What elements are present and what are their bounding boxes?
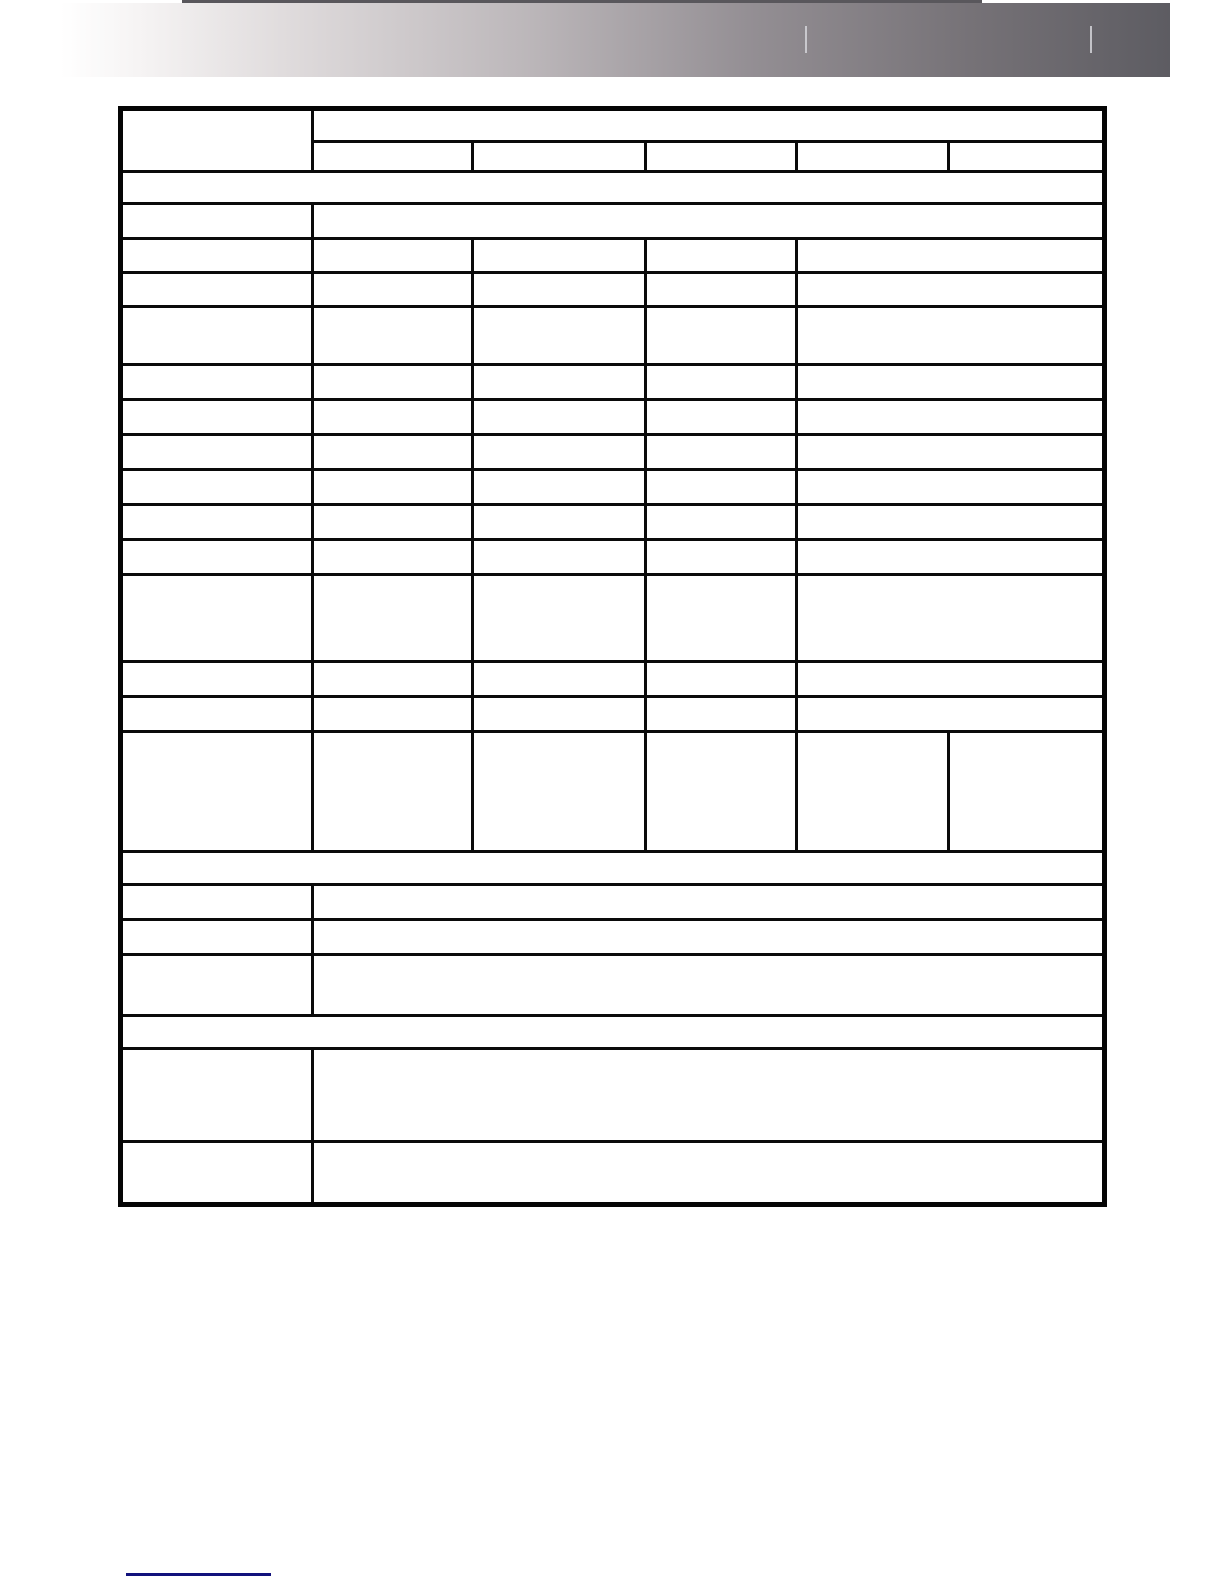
data-cell [797, 697, 1105, 732]
data-cell [313, 307, 473, 365]
data-cell [473, 662, 646, 697]
row-label-cell [121, 697, 313, 732]
column-header [313, 142, 473, 172]
data-cell [313, 885, 1105, 920]
data-cell [313, 540, 473, 575]
data-cell [797, 365, 1105, 400]
data-cell [473, 470, 646, 505]
table-corner-header [121, 109, 313, 172]
data-cell [949, 732, 1105, 852]
data-cell [473, 575, 646, 662]
row-label-cell [121, 273, 313, 307]
row-label-cell [121, 1049, 313, 1142]
row-label-cell [121, 435, 313, 470]
data-cell [473, 505, 646, 540]
banner-divider-tick [805, 26, 807, 53]
data-cell [646, 732, 797, 852]
data-cell [646, 662, 797, 697]
footer-link-underline[interactable] [126, 1573, 271, 1576]
brand-banner [60, 3, 1170, 77]
row-label-cell [121, 920, 313, 955]
data-cell [797, 540, 1105, 575]
data-cell [797, 505, 1105, 540]
data-cell [646, 697, 797, 732]
row-label-cell [121, 307, 313, 365]
data-cell [313, 204, 1105, 239]
row-label-cell [121, 400, 313, 435]
row-label-cell [121, 885, 313, 920]
data-cell [646, 400, 797, 435]
data-cell [646, 307, 797, 365]
column-header [949, 142, 1105, 172]
data-cell [797, 307, 1105, 365]
column-header [473, 142, 646, 172]
data-cell [646, 273, 797, 307]
data-cell [313, 955, 1105, 1016]
data-cell [313, 365, 473, 400]
data-cell [797, 470, 1105, 505]
data-cell [313, 470, 473, 505]
data-cell [646, 575, 797, 662]
data-cell [313, 400, 473, 435]
data-cell [797, 732, 949, 852]
data-cell [797, 239, 1105, 273]
data-cell [797, 400, 1105, 435]
row-label-cell [121, 239, 313, 273]
column-header [797, 142, 949, 172]
data-cell [797, 662, 1105, 697]
data-cell [473, 400, 646, 435]
data-cell [313, 505, 473, 540]
row-label-cell [121, 575, 313, 662]
table-body [121, 109, 1105, 1205]
data-cell [313, 1142, 1105, 1205]
data-cell [313, 732, 473, 852]
data-cell [797, 575, 1105, 662]
data-cell [473, 540, 646, 575]
table-group-header [313, 109, 1105, 142]
banner-divider-tick [1090, 26, 1092, 53]
data-cell [646, 365, 797, 400]
data-cell [646, 435, 797, 470]
data-cell [313, 697, 473, 732]
data-cell [473, 732, 646, 852]
data-cell [646, 470, 797, 505]
data-cell [473, 365, 646, 400]
row-label-cell [121, 662, 313, 697]
row-label-cell [121, 732, 313, 852]
data-cell [313, 920, 1105, 955]
row-label-cell [121, 204, 313, 239]
data-cell [797, 273, 1105, 307]
section-header-row [121, 1016, 1105, 1049]
data-cell [473, 307, 646, 365]
row-label-cell [121, 470, 313, 505]
data-cell [313, 273, 473, 307]
data-cell [313, 575, 473, 662]
data-cell [473, 273, 646, 307]
data-cell [473, 239, 646, 273]
data-cell [473, 697, 646, 732]
row-label-cell [121, 540, 313, 575]
data-cell [313, 239, 473, 273]
data-cell [646, 505, 797, 540]
section-header-row [121, 852, 1105, 885]
data-cell [313, 662, 473, 697]
spec-table [118, 106, 1107, 1207]
data-cell [797, 435, 1105, 470]
data-cell [473, 435, 646, 470]
data-cell [646, 239, 797, 273]
data-cell [313, 435, 473, 470]
row-label-cell [121, 955, 313, 1016]
data-cell [313, 1049, 1105, 1142]
row-label-cell [121, 505, 313, 540]
column-header [646, 142, 797, 172]
row-label-cell [121, 1142, 313, 1205]
data-cell [646, 540, 797, 575]
row-label-cell [121, 365, 313, 400]
section-header-row [121, 172, 1105, 204]
